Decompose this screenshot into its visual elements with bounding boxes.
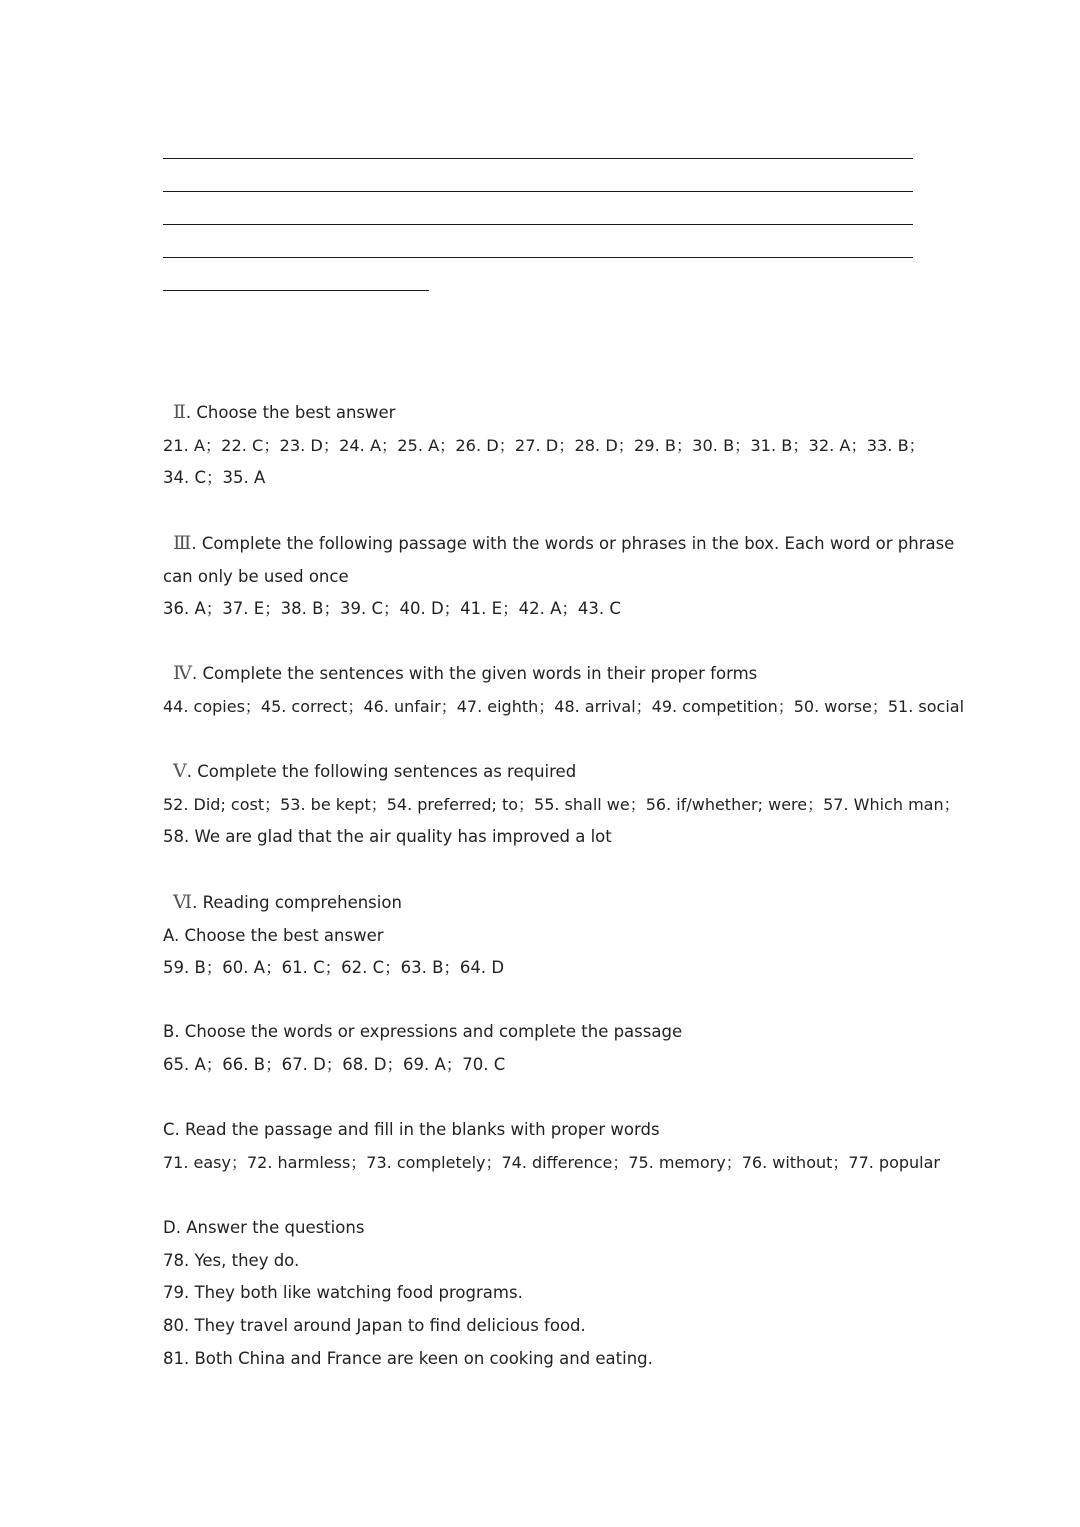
section-3-answers: 36. A；37. E；38. B；39. C；40. D；41. E；42. A；43. C (163, 599, 621, 619)
section-6-heading (163, 886, 923, 920)
writing-blank-line (163, 224, 913, 225)
section-6-part-a-title: A. Choose the best answer (163, 925, 384, 945)
section-6-part-a-answers: 59. B；60. A；61. C；62. C；63. B；64. D (163, 958, 505, 978)
section-5 (163, 755, 960, 854)
section-2-heading (163, 396, 923, 430)
section-5-heading (163, 755, 923, 789)
section-6-part-c (163, 1114, 940, 1179)
section-3-title-line-1: . Complete the following passage with the words or phrases in the box. Each word or phrase (191, 534, 955, 553)
section-6-part-d (163, 1212, 923, 1376)
section-4-answers: 44. copies；45. correct；46. unfair；47. eighth；48. arrival；49. competition；50. worse；51. social (163, 696, 965, 716)
section-5-title: . Complete the following sentences as required (186, 762, 577, 781)
section-5-numeral: Ⅴ (173, 760, 187, 782)
section-6-part-b-title: B. Choose the words or expressions and complete the passage (163, 1022, 683, 1041)
section-2-answers-line-2: 34. C；35. A (163, 468, 266, 488)
section-2-numeral: Ⅱ (173, 401, 186, 423)
section-3-title-line-2: can only be used once (163, 566, 349, 586)
section-6 (163, 886, 923, 985)
section-6-title: . Reading comprehension (192, 893, 402, 912)
section-6-part-b-answers: 65. A；66. B；67. D；68. D；69. A；70. C (163, 1054, 506, 1074)
section-3-numeral: Ⅲ (173, 532, 192, 554)
section-6-part-d-title: D. Answer the questions (163, 1218, 365, 1237)
section-6-part-d-answer: 79. They both like watching food programs. (163, 1283, 523, 1303)
section-6-part-d-answer: 80. They travel around Japan to find delicious food. (163, 1316, 586, 1336)
writing-blank-line (163, 257, 913, 258)
section-6-part-d-answer: 81. Both China and France are keen on cooking and eating. (163, 1348, 653, 1368)
section-4-title: . Complete the sentences with the given words in their proper forms (191, 664, 758, 683)
writing-blank-line (163, 191, 913, 192)
section-2 (163, 396, 923, 495)
section-6-part-c-title: C. Read the passage and fill in the blanks with proper words (163, 1120, 660, 1139)
writing-blank-line (163, 290, 429, 291)
section-6-part-b (163, 1016, 923, 1081)
section-4 (163, 657, 965, 723)
section-4-heading (163, 657, 923, 691)
section-2-answers-line-1: 21. A；22. C；23. D；24. A；25. A；26. D；27. D；28. D；29. B；30. B；31. B；32. A；33. B； (163, 435, 925, 455)
section-5-answers-line-1: 52. Did; cost；53. be kept；54. preferred; to；55. shall we；56. if/whether; were；57. Which man； (163, 794, 960, 814)
section-6-part-c-answers: 71. easy；72. harmless；73. completely；74. difference；75. memory；76. without；77. popular (163, 1152, 940, 1172)
section-3 (163, 527, 955, 626)
section-6-part-d-answer: 78. Yes, they do. (163, 1250, 300, 1270)
section-4-numeral: Ⅳ (173, 662, 192, 684)
section-2-title: . Choose the best answer (185, 403, 396, 422)
section-3-heading (163, 527, 955, 561)
section-5-answers-line-2: 58. We are glad that the air quality has improved a lot (163, 827, 612, 847)
writing-blank-line (163, 158, 913, 159)
section-6-numeral: Ⅵ (173, 891, 193, 913)
